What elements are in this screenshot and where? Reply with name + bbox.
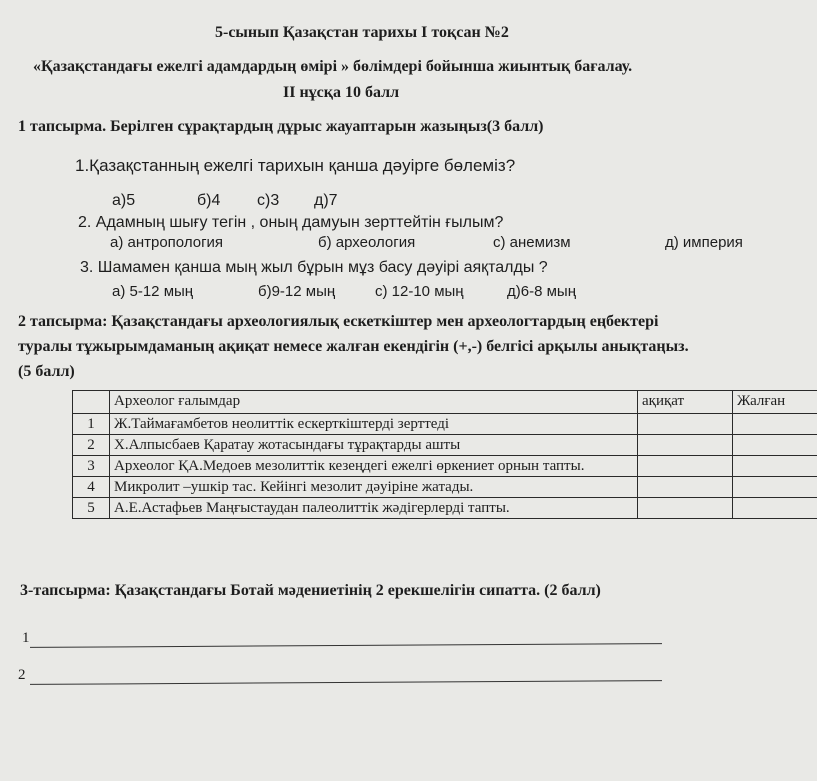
row-number: 5 bbox=[73, 498, 110, 519]
page-subtitle: «Қазақстандағы ежелгі адамдардың өмірі » бөлімдері бойынша жиынтық бағалау. bbox=[33, 58, 633, 75]
row-statement: Х.Алпысбаев Қаратау жотасындағы тұрақтарды ашты bbox=[110, 435, 638, 456]
question-3-option-a: а) 5-12 мың bbox=[112, 283, 194, 300]
question-1-option-c: с)3 bbox=[257, 192, 280, 209]
header-true: ақиқат bbox=[638, 391, 733, 414]
question-3-option-c: с) 12-10 мың bbox=[375, 283, 464, 300]
question-3: 3. Шамамен қанша мың жыл бұрын мұз басу дәуірі аяқталды ? bbox=[80, 259, 548, 276]
row-number: 2 bbox=[73, 435, 110, 456]
true-answer-cell[interactable] bbox=[638, 456, 733, 477]
task2-heading-line1: 2 тапсырма: Қазақстандағы археологиялық ескеткіштер мен археологтардың еңбектері bbox=[18, 313, 659, 330]
task2-points: (5 балл) bbox=[18, 363, 75, 380]
true-answer-cell[interactable] bbox=[638, 435, 733, 456]
row-statement: А.Е.Астафьев Маңғыстаудан палеолиттік жәдігерлерді тапты. bbox=[110, 498, 638, 519]
false-answer-cell[interactable] bbox=[733, 414, 817, 435]
question-1-option-a: а)5 bbox=[112, 192, 136, 209]
false-answer-cell[interactable] bbox=[733, 498, 817, 519]
task3-heading: 3-тапсырма: Қазақстандағы Ботай мәдениетінің 2 ерекшелігін сипатта. (2 балл) bbox=[20, 582, 601, 599]
question-3-option-b: б)9-12 мың bbox=[258, 283, 336, 300]
header-false: Жалған bbox=[733, 391, 817, 414]
question-2-option-c: с) анемизм bbox=[493, 234, 571, 251]
true-answer-cell[interactable] bbox=[638, 498, 733, 519]
header-number bbox=[73, 391, 110, 414]
question-2-option-d: д) империя bbox=[665, 234, 743, 251]
answer-line-2[interactable] bbox=[30, 680, 662, 685]
row-number: 3 bbox=[73, 456, 110, 477]
false-answer-cell[interactable] bbox=[733, 477, 817, 498]
archaeologist-table bbox=[72, 390, 817, 519]
variant-label: ІІ нұсқа 10 балл bbox=[283, 84, 400, 101]
table-row bbox=[73, 498, 817, 519]
question-1-option-b: б)4 bbox=[197, 192, 221, 209]
row-statement: Ж.Таймағамбетов неолиттік ескерткіштерді зерттеді bbox=[110, 414, 638, 435]
question-3-option-d: д)6-8 мың bbox=[507, 283, 576, 300]
question-2-option-b: б) археология bbox=[318, 234, 416, 251]
task2-heading-line2: туралы тұжырымдаманың ақиқат немесе жалған екендігін (+,-) белгісі арқылы анықтаңыз. bbox=[18, 338, 689, 355]
row-number: 1 bbox=[73, 414, 110, 435]
row-statement: Микролит –ушкір тас. Кейінгі мезолит дәуіріне жатады. bbox=[110, 477, 638, 498]
question-1: 1.Қазақстанның ежелгі тарихын қанша дәуірге бөлеміз? bbox=[75, 156, 516, 175]
question-2-option-a: а) антропология bbox=[110, 234, 224, 251]
table-header-row bbox=[73, 391, 817, 414]
false-answer-cell[interactable] bbox=[733, 456, 817, 477]
table-row bbox=[73, 477, 817, 498]
row-number: 4 bbox=[73, 477, 110, 498]
true-answer-cell[interactable] bbox=[638, 477, 733, 498]
question-2: 2. Адамның шығу тегін , оның дамуын зерттейтін ғылым? bbox=[78, 214, 504, 231]
row-statement: Археолог ҚА.Медоев мезолиттік кезеңдегі ежелгі өркениет орнын тапты. bbox=[110, 456, 638, 477]
false-answer-cell[interactable] bbox=[733, 435, 817, 456]
table-row bbox=[73, 414, 817, 435]
true-answer-cell[interactable] bbox=[638, 414, 733, 435]
header-archaeologists: Археолог ғалымдар bbox=[110, 391, 638, 414]
answer-line-2-number: 2 bbox=[18, 667, 26, 683]
task1-heading: 1 тапсырма. Берілген сұрақтардың дұрыс жауаптарын жазыңыз(3 балл) bbox=[18, 118, 544, 135]
answer-line-1-number: 1 bbox=[22, 630, 30, 646]
table-row bbox=[73, 435, 817, 456]
table-row bbox=[73, 456, 817, 477]
answer-line-1[interactable] bbox=[30, 643, 662, 648]
question-1-option-d: д)7 bbox=[314, 192, 338, 209]
page-title: 5-сынып Қазақстан тарихы І тоқсан №2 bbox=[215, 24, 509, 41]
